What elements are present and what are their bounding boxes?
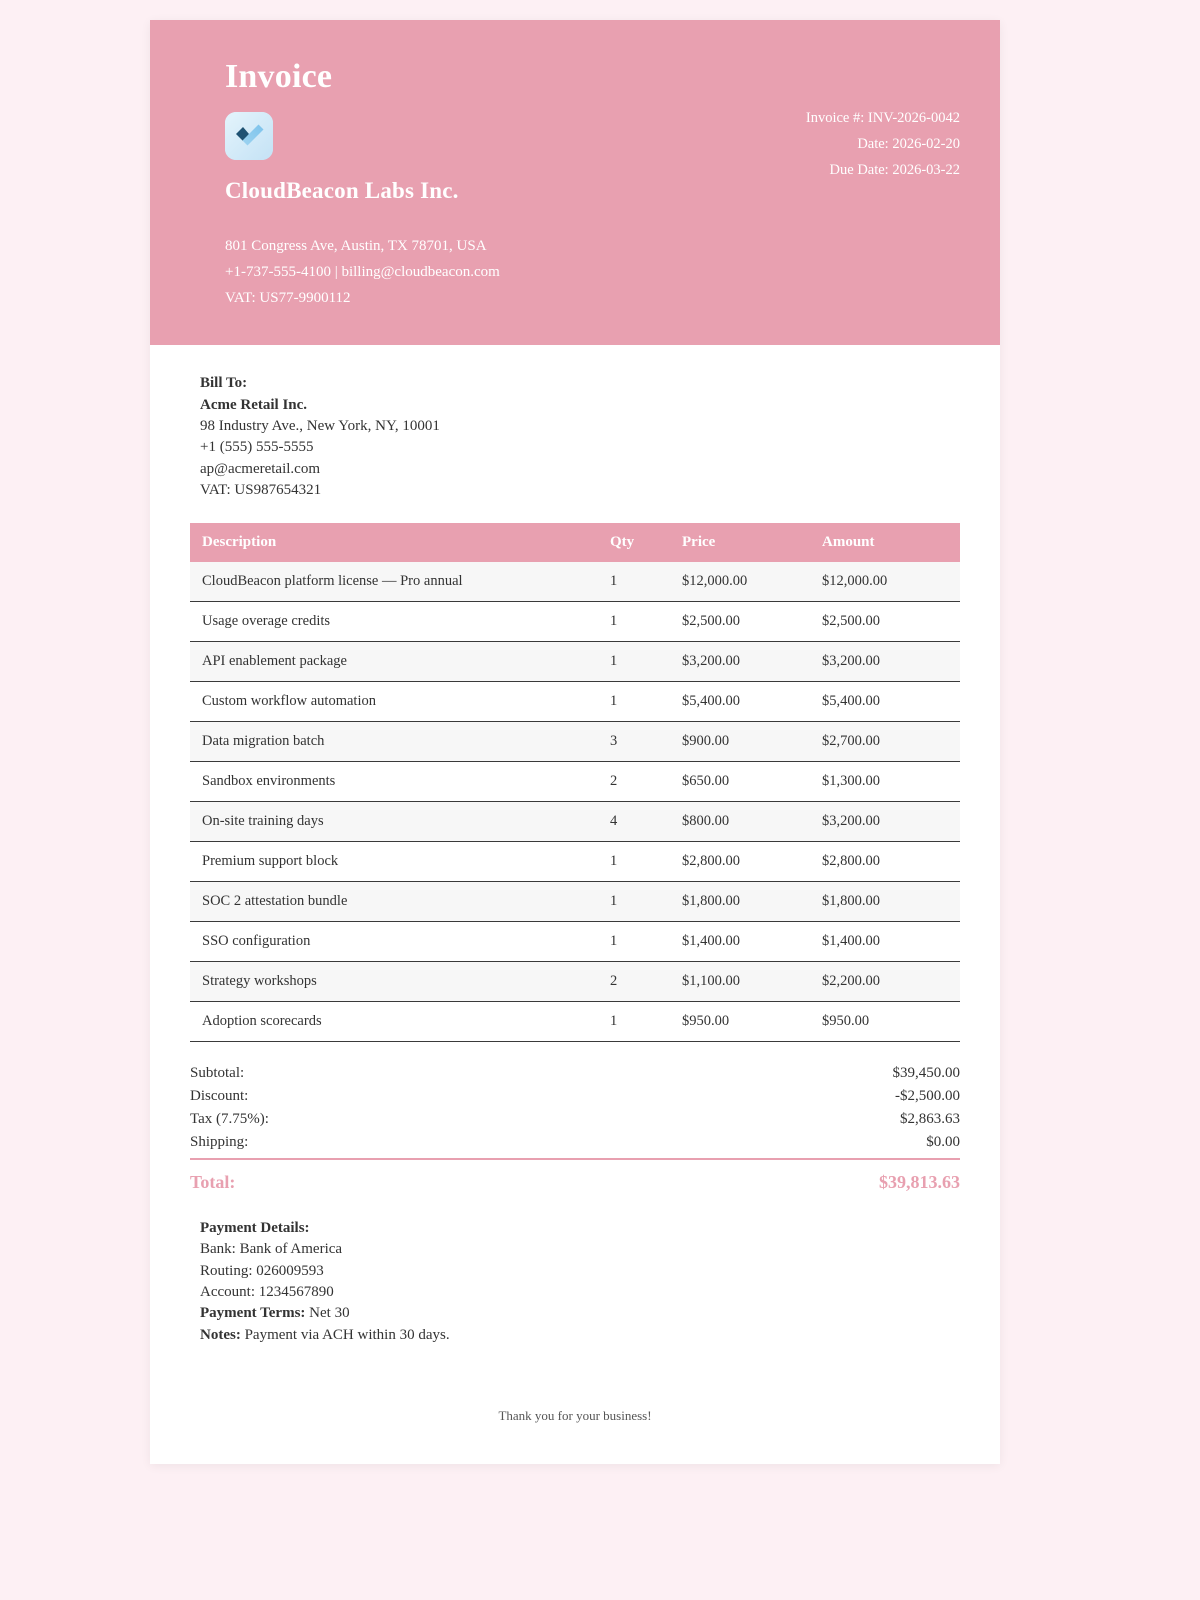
client-email: ap@acmeretail.com [200, 460, 320, 477]
payment-details-heading: Payment Details: [200, 1220, 310, 1237]
column-header-qty: Qty [598, 523, 670, 562]
column-header-amount: Amount [810, 523, 960, 562]
cell-amount: $5,400.00 [810, 682, 960, 722]
payment-account: Account: 1234567890 [200, 1284, 334, 1301]
totals-row-subtotal [190, 1062, 960, 1085]
cell-description: Premium support block [190, 842, 598, 882]
cell-qty: 1 [598, 1002, 670, 1042]
shipping-label: Shipping: [190, 1134, 249, 1151]
cell-description: Custom workflow automation [190, 682, 598, 722]
client-address: 98 Industry Ave., New York, NY, 10001 [200, 417, 440, 434]
table-row [190, 682, 960, 722]
totals-row-total [190, 1159, 960, 1196]
cell-amount: $1,800.00 [810, 882, 960, 922]
cell-amount: $2,700.00 [810, 722, 960, 762]
invoice-body [150, 345, 1000, 1464]
cell-description: Adoption scorecards [190, 1002, 598, 1042]
cell-qty: 4 [598, 802, 670, 842]
cell-description: On-site training days [190, 802, 598, 842]
invoice-number: Invoice #: INV-2026-0042 [805, 110, 960, 126]
invoice-footer: Thank you for your business! [498, 1407, 652, 1423]
payment-terms [200, 1303, 960, 1324]
cell-price: $1,100.00 [670, 962, 810, 1002]
payment-bank: Bank: Bank of America [200, 1241, 343, 1258]
line-items-table [190, 523, 960, 1042]
table-row [190, 1002, 960, 1042]
cell-description: CloudBeacon platform license — Pro annual [190, 562, 598, 602]
cell-amount: $2,200.00 [810, 962, 960, 1002]
cell-price: $950.00 [670, 1002, 810, 1042]
table-header-row [190, 523, 960, 562]
column-header-price: Price [670, 523, 810, 562]
cell-amount: $3,200.00 [810, 802, 960, 842]
invoice-header [150, 20, 1000, 345]
table-row [190, 922, 960, 962]
cell-qty: 1 [598, 642, 670, 682]
cell-price: $1,800.00 [670, 882, 810, 922]
cell-amount: $950.00 [810, 1002, 960, 1042]
totals-table [190, 1062, 960, 1196]
bill-to-label: Bill To: [200, 375, 248, 392]
invoice-card [150, 20, 1000, 1464]
payment-terms-value: Net 30 [309, 1305, 350, 1322]
payment-notes-label: Notes: [200, 1326, 241, 1343]
payment-routing: Routing: 026009593 [200, 1262, 324, 1279]
table-row [190, 602, 960, 642]
payment-details-block [200, 1218, 960, 1346]
cell-price: $650.00 [670, 762, 810, 802]
cell-price: $800.00 [670, 802, 810, 842]
tax-label: Tax (7.75%): [190, 1111, 269, 1128]
table-row [190, 562, 960, 602]
cell-price: $900.00 [670, 722, 810, 762]
cell-price: $12,000.00 [670, 562, 810, 602]
client-phone: +1 (555) 555-5555 [200, 439, 314, 456]
column-header-description: Description [190, 523, 598, 562]
cell-qty: 2 [598, 962, 670, 1002]
table-row [190, 642, 960, 682]
company-contact: +1-737-555-4100 | billing@cloudbeacon.com [225, 263, 500, 280]
discount-value: -$2,500.00 [895, 1088, 960, 1105]
cell-amount: $2,800.00 [810, 842, 960, 882]
cell-description: Usage overage credits [190, 602, 598, 642]
company-contact-block [225, 234, 960, 311]
table-row [190, 882, 960, 922]
tax-value: $2,863.63 [900, 1111, 960, 1128]
cell-price: $5,400.00 [670, 682, 810, 722]
totals-row-discount [190, 1085, 960, 1108]
client-vat: VAT: US987654321 [200, 481, 322, 498]
subtotal-label: Subtotal: [190, 1065, 245, 1082]
cell-qty: 1 [598, 842, 670, 882]
cell-qty: 2 [598, 762, 670, 802]
invoice-date: Date: 2026-02-20 [857, 135, 960, 152]
cell-qty: 3 [598, 722, 670, 762]
cell-qty: 1 [598, 882, 670, 922]
cell-amount: $2,500.00 [810, 602, 960, 642]
payment-notes [200, 1325, 960, 1346]
cell-amount: $3,200.00 [810, 642, 960, 682]
cell-qty: 1 [598, 562, 670, 602]
cell-description: SOC 2 attestation bundle [190, 882, 598, 922]
shipping-value: $0.00 [926, 1134, 960, 1151]
table-row [190, 802, 960, 842]
cell-description: Data migration batch [190, 722, 598, 762]
cell-price: $3,200.00 [670, 642, 810, 682]
invoice-due-date: Due Date: 2026-03-22 [829, 161, 960, 178]
table-row [190, 762, 960, 802]
bill-to-block [200, 373, 960, 501]
table-row [190, 962, 960, 1002]
company-name: CloudBeacon Labs Inc. [225, 178, 459, 203]
cell-description: SSO configuration [190, 922, 598, 962]
total-value: $39,813.63 [570, 1159, 960, 1196]
cell-description: Sandbox environments [190, 762, 598, 802]
company-vat: VAT: US77-9900112 [225, 289, 351, 306]
total-label: Total: [190, 1159, 570, 1196]
page-title: Invoice [225, 58, 333, 95]
table-body [190, 562, 960, 1042]
subtotal-value: $39,450.00 [892, 1065, 960, 1082]
cell-description: API enablement package [190, 642, 598, 682]
cell-price: $2,500.00 [670, 602, 810, 642]
client-name: Acme Retail Inc. [200, 396, 308, 413]
cell-amount: $1,400.00 [810, 922, 960, 962]
cell-price: $1,400.00 [670, 922, 810, 962]
cell-price: $2,800.00 [670, 842, 810, 882]
cell-qty: 1 [598, 682, 670, 722]
table-header [190, 523, 960, 562]
cell-qty: 1 [598, 602, 670, 642]
cell-amount: $12,000.00 [810, 562, 960, 602]
invoice-meta [806, 106, 960, 183]
totals-row-shipping [190, 1131, 960, 1154]
company-address: 801 Congress Ave, Austin, TX 78701, USA [225, 238, 487, 254]
totals-row-tax [190, 1108, 960, 1131]
checkmark-logo-icon [225, 112, 273, 160]
cell-amount: $1,300.00 [810, 762, 960, 802]
payment-notes-value: Payment via ACH within 30 days. [244, 1326, 450, 1343]
table-row [190, 722, 960, 762]
discount-label: Discount: [190, 1088, 249, 1105]
cell-description: Strategy workshops [190, 962, 598, 1002]
payment-terms-label: Payment Terms: [200, 1305, 306, 1322]
cell-qty: 1 [598, 922, 670, 962]
table-row [190, 842, 960, 882]
